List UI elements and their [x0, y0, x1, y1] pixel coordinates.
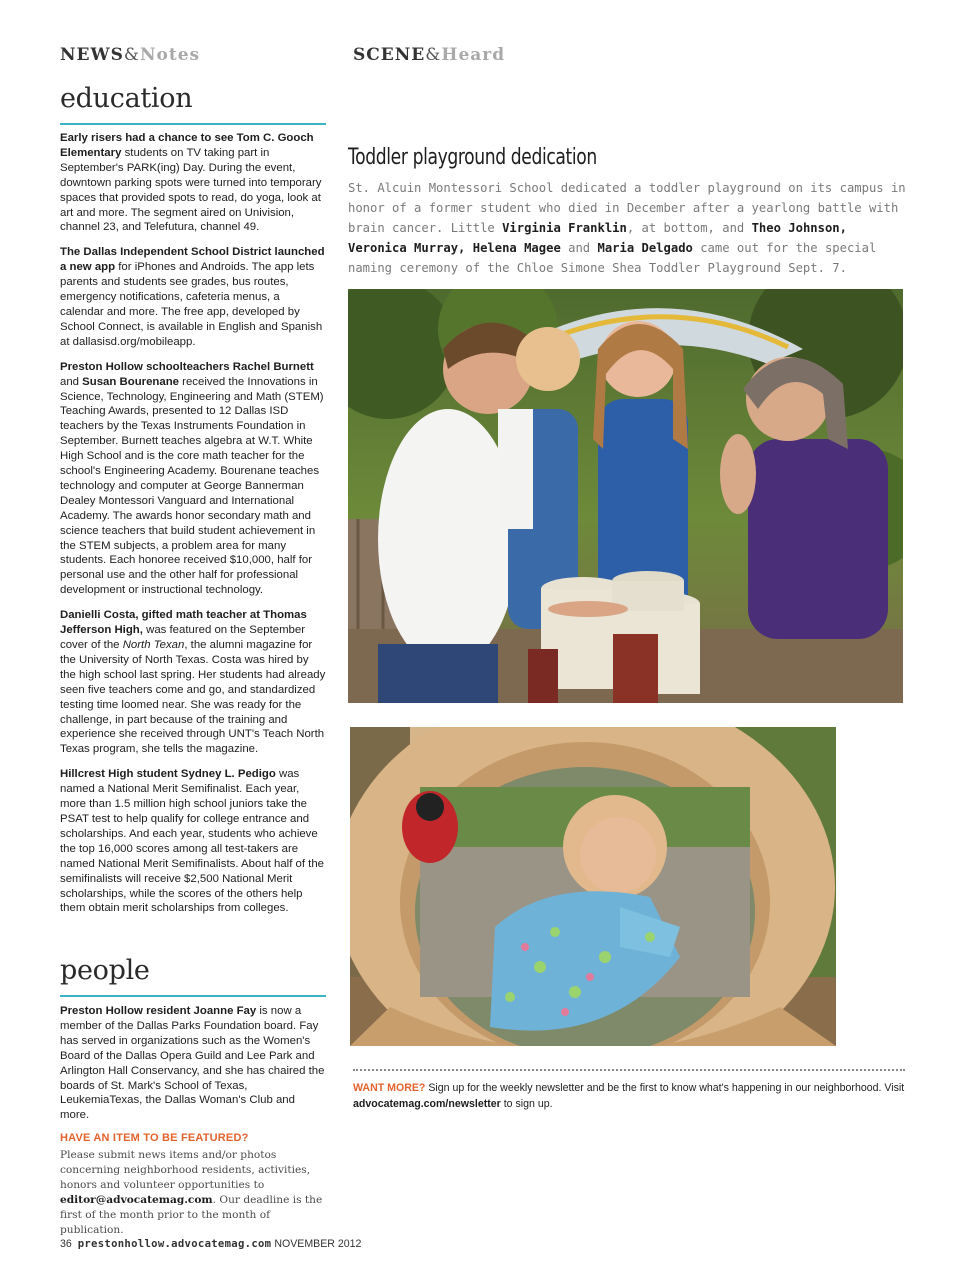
photo-children-drums	[348, 289, 903, 703]
education-item	[60, 131, 326, 235]
featured-email-link[interactable]: editor@advocatemag.com	[60, 1194, 213, 1206]
people-item	[60, 1004, 326, 1123]
page-number: 36	[60, 1238, 72, 1250]
people-heading: people	[60, 955, 150, 986]
header-news: NEWS	[60, 45, 124, 65]
featured-text-before: Please submit news items and/or photos concerning neighborhood residents, activities, honors and volunteer opportunities to	[60, 1149, 311, 1191]
item-body: is now a member of the Dallas Parks Foundation board. Fay has served in organizations such as the Women's Board of the Dallas Opera Guild and Lee Park and Arlington Hall Conservancy, and she has chaired the boards of St. Mark's School of Texas, LeukemiaTexas, the Dallas Woman's Club and more.	[60, 1005, 325, 1122]
item-body: received the Innovations in Science, Technology, Engineering and Math (STEM) Teaching Awards, presented to 12 Dallas ISD teachers by the Texas Instruments Foundation in September. Burnett teaches algebra at W.T. White High School and is the core math teacher for the school's Engineering Academy. Bourenane teaches technology and computer at George Bannerman Dealey Montessori Vanguard and International Academy. The awards honor secondary math and science teachers that build student achievement in the STEM subjects, a problem area for many students. Each honoree received $10,000, half for personal use and the other half for professional development or instructional technology.	[60, 375, 324, 597]
newsletter-link[interactable]: advocatemag.com/newsletter	[353, 1098, 501, 1110]
header-amp: &	[123, 45, 141, 65]
education-item	[60, 608, 326, 757]
featured-text-after: . Our deadline is the first of the month prior to the month of publication.	[60, 1194, 323, 1236]
desc-text: came out for the special naming ceremony of the Chloe Simone Shea Toddler Playground Sept. 7.	[348, 241, 877, 275]
desc-name: Theo Johnson, Veronica Murray, Helena Magee	[348, 221, 847, 255]
item-body: was named a National Merit Semifinalist. Each year, more than 1.5 million high school juniors take the PSAT test to help qualify for college entrance and scholarships. And each year, students who achieve the top 16,000 scores among all test-takers are named National Merit Semifinalists. About half of the semifinalists will receive $2,500 National Merit scholarships, while the scores of the others help them obtain merit scholarships from colleges.	[60, 768, 325, 915]
desc-text: and	[560, 241, 598, 255]
item-lead: Preston Hollow resident Joanne Fay	[60, 1005, 257, 1017]
item-lead-2: Susan Bourenane	[82, 375, 180, 388]
page-footer	[60, 1238, 361, 1250]
item-body: for iPhones and Androids. The app lets parents and students see grades, bus routes, emergency notifications, cafeteria menus, a calendar and more. The free app, developed by School Connect, is available in English and Spanish at dallasisd.org/mobileapp.	[60, 261, 323, 348]
people-column	[60, 1004, 326, 1133]
desc-text: St. Alcuin Montessori School dedicated a toddler playground on its campus in honor of a former student who died in December after a yearlong battle with brain cancer. Little	[348, 181, 906, 235]
item-body-2: , the alumni magazine for the University of North Texas. Costa was hired by the high school last spring. Her students had already seen five teachers come and go, and standardized testing time loomed near. She was ready for the challenge, in part because of the training and experience she received through UNT's Teach North Texas program, she tells the magazine.	[60, 639, 326, 756]
people-rule	[60, 995, 326, 997]
footer-url[interactable]: prestonhollow.advocatemag.com	[77, 1238, 272, 1250]
featured-text	[60, 1148, 332, 1238]
photo-toddler-tunnel	[350, 727, 836, 1046]
header-scene: SCENE	[353, 45, 426, 65]
item-lead: Hillcrest High student Sydney L. Pedigo	[60, 768, 276, 781]
want-more-text: Sign up for the weekly newsletter and be the first to know what's happening in our neighborhood. Visit	[425, 1082, 905, 1094]
header-heard: Heard	[441, 45, 506, 65]
desc-text: , at bottom, and	[626, 221, 752, 235]
story-title: Toddler playground dedication	[348, 145, 597, 170]
footer-issue: NOVEMBER 2012	[274, 1238, 362, 1250]
dotted-divider	[353, 1069, 905, 1071]
item-lead: Early risers had a chance to see Tom C. Gooch Elementary	[60, 132, 314, 159]
education-item	[60, 360, 326, 599]
education-column	[60, 131, 326, 926]
story-description	[348, 178, 908, 278]
education-heading: education	[60, 83, 193, 114]
item-italic: North Texan	[122, 639, 185, 651]
want-more-label: WANT MORE?	[353, 1082, 426, 1094]
desc-name: Virginia Franklin	[502, 221, 627, 235]
education-rule	[60, 123, 326, 125]
header-notes: Notes	[140, 45, 201, 65]
section-header-scene-heard	[353, 45, 505, 65]
section-header-news-notes	[60, 45, 200, 65]
item-mid: and	[60, 375, 83, 388]
item-lead: Danielli Costa, gifted math teacher at Thomas Jefferson High,	[60, 609, 307, 637]
education-item	[60, 245, 326, 349]
header-amp: &	[425, 45, 442, 65]
featured-title: HAVE AN ITEM TO BE FEATURED?	[60, 1132, 249, 1144]
want-more-text-2: to sign up.	[500, 1098, 553, 1110]
newsletter-promo	[353, 1080, 913, 1112]
item-lead: The Dallas Independent School District launched a new app	[60, 246, 325, 274]
item-body: students on TV taking part in September's PARK(ing) Day. During the event, downtown parking spots were turned into temporary spaces that provided spots to read, do yoga, look at art and more. The segment aired on Univision, channel 23, and Telefutura, channel 49.	[60, 146, 322, 234]
education-item	[60, 767, 326, 916]
item-body: was featured on the September cover of the	[60, 624, 306, 651]
item-lead: Preston Hollow schoolteachers Rachel Burnett	[60, 360, 314, 373]
desc-name: Maria Delgado	[597, 241, 693, 255]
